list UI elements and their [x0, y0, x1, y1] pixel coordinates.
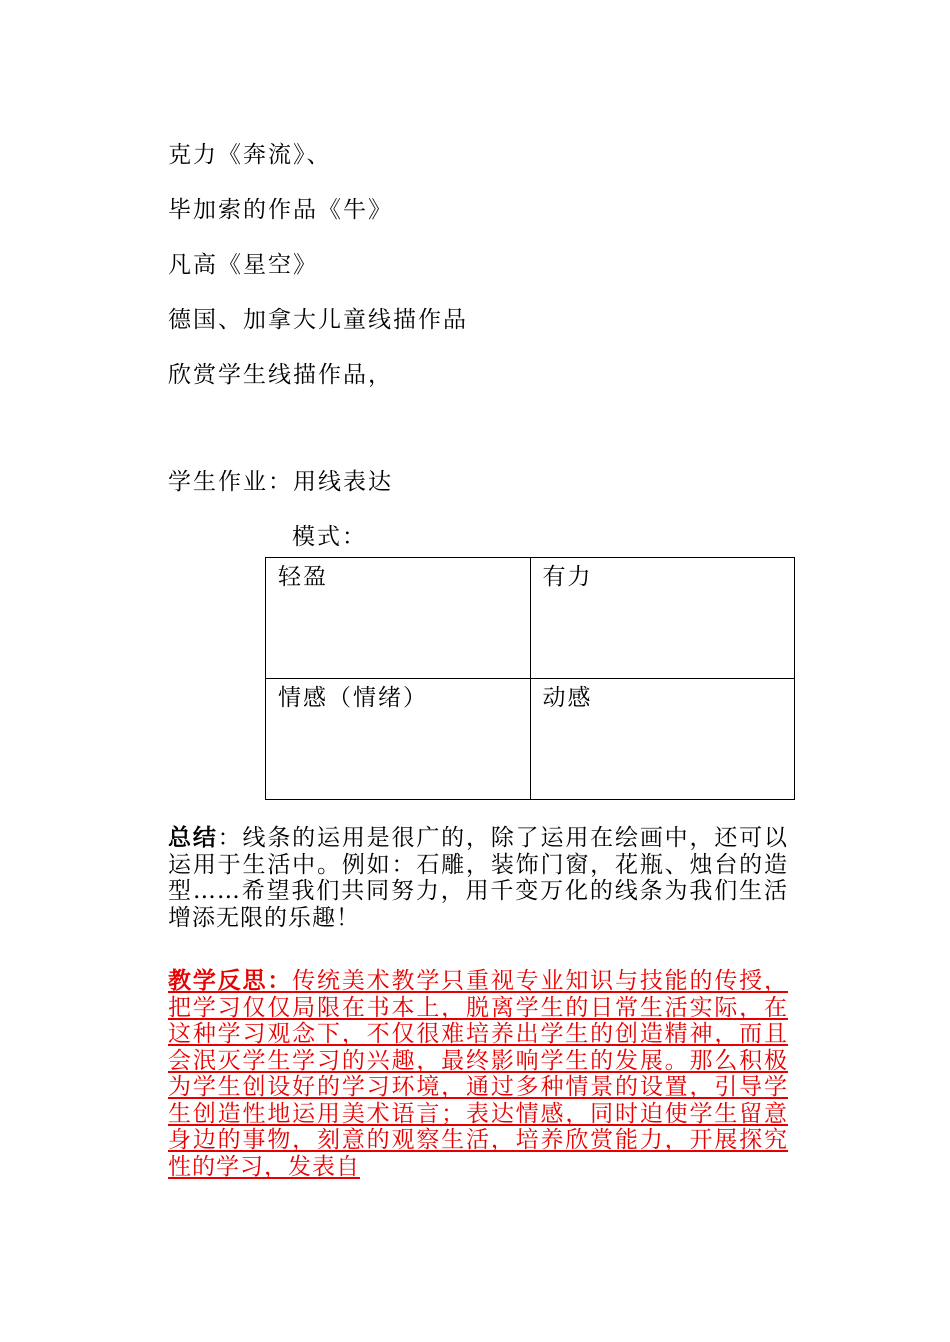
mode-cell-motion: 动感 — [530, 679, 795, 800]
summary-paragraph — [168, 825, 788, 931]
mode-cell-emotion: 情感（情绪） — [266, 679, 531, 800]
reflection-paragraph — [168, 968, 788, 1180]
reflection-body: 传统美术教学只重视专业知识与技能的传授，把学习仅仅局限在书本上，脱离学生的日常生活实际，在这种学习观念下，不仅很难培养出学生的创造精神，而且会泯灭学生学习的兴趣，最终影响学生的发展。那么积极为学生创设好的学习环境，通过多种情景的设置，引导学生创造性地运用美术语言；表达情感，同时迫使学生留意身边的事物，刻意的观察生活，培养欣赏能力，开展探究性的学习，发表自 — [168, 968, 789, 1180]
summary-heading: 总结 — [168, 824, 218, 851]
artwork-line-1: 克力《奔流》、 — [168, 142, 332, 168]
artwork-line-3: 凡高《星空》 — [168, 252, 318, 278]
mode-cell-strong: 有力 — [530, 558, 795, 679]
mode-cell-light: 轻盈 — [266, 558, 531, 679]
artwork-line-2: 毕加索的作品《牛》 — [168, 197, 393, 223]
artwork-line-5: 欣赏学生线描作品， — [168, 362, 393, 388]
summary-body: ：线条的运用是很广的，除了运用在绘画中，还可以运用于生活中。例如：石雕，装饰门窗，花瓶、烛台的造型……希望我们共同努力，用千变万化的线条为我们生活增添无限的乐趣！ — [168, 825, 789, 931]
reflection-heading: 教学反思： — [168, 967, 293, 994]
mode-label: 模式： — [292, 524, 367, 550]
assignment-line: 学生作业：用线表达 — [168, 469, 393, 495]
mode-table — [265, 557, 795, 800]
artwork-line-4: 德国、加拿大儿童线描作品 — [168, 307, 468, 333]
